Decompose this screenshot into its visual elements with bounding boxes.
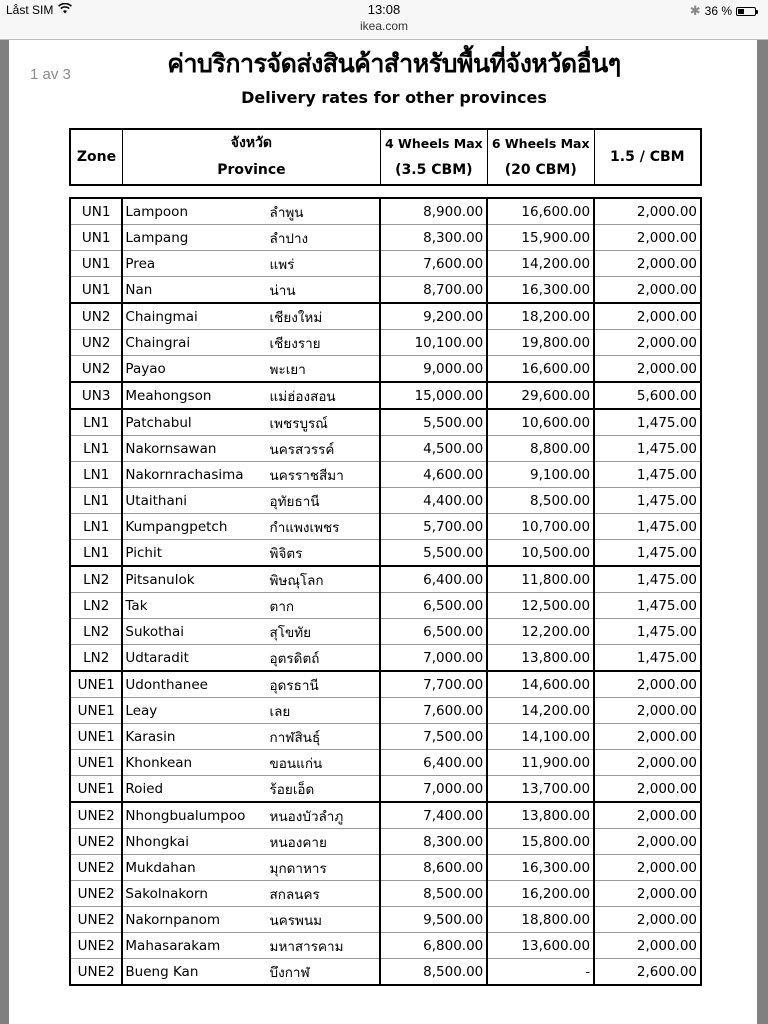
cell-four-wheels: 6,400.00 [380, 566, 487, 593]
cell-province-thai: พิจิตร [267, 540, 381, 567]
table-row [70, 829, 701, 855]
cell-cbm: 1,475.00 [594, 540, 701, 567]
cell-zone: UN2 [70, 330, 122, 356]
cell-cbm: 2,000.00 [594, 933, 701, 959]
cell-four-wheels: 4,400.00 [380, 488, 487, 514]
cell-zone: UN1 [70, 225, 122, 251]
cell-province-english: Patchabul [122, 409, 266, 436]
cell-province-english: Meahongson [122, 382, 266, 409]
cell-province-english: Pichit [122, 540, 266, 567]
cell-six-wheels: 18,800.00 [487, 907, 594, 933]
cell-province-thai: เชียงราย [267, 330, 381, 356]
cell-cbm: 1,475.00 [594, 566, 701, 593]
cell-cbm: 2,000.00 [594, 303, 701, 330]
cell-six-wheels: 15,900.00 [487, 225, 594, 251]
cell-zone: UN2 [70, 356, 122, 383]
table-row [70, 566, 701, 593]
header-four-wheels-line2: (3.5 CBM) [395, 162, 473, 178]
cell-cbm: 2,000.00 [594, 907, 701, 933]
header-cbm: 1.5 / CBM [594, 129, 701, 185]
cell-four-wheels: 15,000.00 [380, 382, 487, 409]
cell-province-thai: นครราชสีมา [267, 462, 381, 488]
cell-province-thai: อุตรดิตถ์ [267, 645, 381, 672]
table-row [70, 698, 701, 724]
cell-four-wheels: 8,500.00 [380, 959, 487, 986]
table-row [70, 382, 701, 409]
table-row [70, 907, 701, 933]
cell-zone: LN1 [70, 409, 122, 436]
cell-six-wheels: 16,600.00 [487, 356, 594, 383]
cell-province-english: Roied [122, 776, 266, 803]
cell-province-english: Leay [122, 698, 266, 724]
clock: 13:08 [367, 2, 401, 17]
cell-six-wheels: 16,300.00 [487, 855, 594, 881]
cell-six-wheels: 19,800.00 [487, 330, 594, 356]
header-zone: Zone [70, 129, 122, 185]
status-center [0, 2, 768, 33]
cell-cbm: 1,475.00 [594, 593, 701, 619]
cell-province-thai: เพชรบูรณ์ [267, 409, 381, 436]
cell-six-wheels: 13,800.00 [487, 802, 594, 829]
rates-table [69, 197, 702, 986]
cell-six-wheels: 12,500.00 [487, 593, 594, 619]
cell-cbm: 2,000.00 [594, 277, 701, 304]
table-row [70, 959, 701, 986]
cell-zone: LN2 [70, 593, 122, 619]
cell-province-english: Nhongkai [122, 829, 266, 855]
cell-six-wheels: 16,300.00 [487, 277, 594, 304]
cell-cbm: 2,000.00 [594, 802, 701, 829]
cell-cbm: 2,000.00 [594, 198, 701, 225]
cell-cbm: 1,475.00 [594, 619, 701, 645]
carrier-label: Låst SIM [6, 3, 54, 17]
cell-province-thai: น่าน [267, 277, 381, 304]
cell-cbm: 2,000.00 [594, 855, 701, 881]
cell-six-wheels: 14,100.00 [487, 724, 594, 750]
cell-province-english: Pitsanulok [122, 566, 266, 593]
cell-province-english: Chaingrai [122, 330, 266, 356]
table-row [70, 488, 701, 514]
cell-province-english: Bueng Kan [122, 959, 266, 986]
cell-cbm: 2,000.00 [594, 881, 701, 907]
cell-six-wheels: 16,600.00 [487, 198, 594, 225]
cell-province-thai: มหาสารคาม [267, 933, 381, 959]
table-row [70, 593, 701, 619]
cell-province-english: Payao [122, 356, 266, 383]
cell-province-thai: บึงกาฬ [267, 959, 381, 986]
cell-zone: UN3 [70, 382, 122, 409]
cell-province-english: Nakornrachasima [122, 462, 266, 488]
cell-cbm: 2,000.00 [594, 750, 701, 776]
cell-four-wheels: 7,400.00 [380, 802, 487, 829]
cell-six-wheels: 10,600.00 [487, 409, 594, 436]
rates-table-header [69, 128, 702, 186]
cell-cbm: 2,000.00 [594, 829, 701, 855]
cell-four-wheels: 6,500.00 [380, 619, 487, 645]
table-row [70, 356, 701, 383]
cell-cbm: 2,000.00 [594, 251, 701, 277]
cell-province-thai: พิษณุโลก [267, 566, 381, 593]
cell-six-wheels: 11,800.00 [487, 566, 594, 593]
cell-four-wheels: 8,700.00 [380, 277, 487, 304]
cell-six-wheels: 18,200.00 [487, 303, 594, 330]
cell-four-wheels: 5,500.00 [380, 540, 487, 567]
cell-six-wheels: 10,700.00 [487, 514, 594, 540]
table-row [70, 776, 701, 803]
cell-province-thai: กำแพงเพชร [267, 514, 381, 540]
cell-four-wheels: 7,600.00 [380, 698, 487, 724]
cell-six-wheels: 10,500.00 [487, 540, 594, 567]
cell-six-wheels: 9,100.00 [487, 462, 594, 488]
cell-province-thai: กาฬสินธุ์ [267, 724, 381, 750]
table-row [70, 724, 701, 750]
cell-four-wheels: 7,700.00 [380, 671, 487, 698]
cell-cbm: 1,475.00 [594, 645, 701, 672]
status-right [690, 3, 756, 19]
table-row [70, 933, 701, 959]
page-indicator: 1 av 3 [30, 66, 71, 83]
cell-province-thai: ลำพูน [267, 198, 381, 225]
cell-province-english: Mukdahan [122, 855, 266, 881]
cell-province-thai: เลย [267, 698, 381, 724]
cell-zone: LN1 [70, 488, 122, 514]
cell-province-thai: พะเยา [267, 356, 381, 383]
cell-province-thai: นครพนม [267, 907, 381, 933]
table-row [70, 802, 701, 829]
cell-zone: UN2 [70, 303, 122, 330]
cell-cbm: 2,000.00 [594, 698, 701, 724]
cell-province-english: Nakornsawan [122, 436, 266, 462]
cell-zone: UNE2 [70, 959, 122, 986]
cell-cbm: 2,000.00 [594, 356, 701, 383]
page-title-thai: ค่าบริการจัดส่งสินค้าสำหรับพื้นที่จังหวัดอื่นๆ [167, 49, 621, 78]
cell-zone: UNE2 [70, 855, 122, 881]
cell-four-wheels: 7,000.00 [380, 776, 487, 803]
cell-cbm: 1,475.00 [594, 514, 701, 540]
cell-cbm: 2,000.00 [594, 225, 701, 251]
cell-zone: UNE1 [70, 750, 122, 776]
cell-six-wheels: 8,500.00 [487, 488, 594, 514]
header-four-wheels-line1: 4 Wheels Max [385, 136, 483, 151]
document-page[interactable] [9, 40, 757, 1024]
cell-province-english: Kumpangpetch [122, 514, 266, 540]
cell-four-wheels: 8,600.00 [380, 855, 487, 881]
cell-province-english: Udtaradit [122, 645, 266, 672]
cell-zone: UNE1 [70, 776, 122, 803]
table-row [70, 540, 701, 567]
cell-cbm: 2,000.00 [594, 671, 701, 698]
table-row [70, 514, 701, 540]
cell-cbm: 1,475.00 [594, 409, 701, 436]
cell-four-wheels: 8,300.00 [380, 225, 487, 251]
cell-province-thai: อุทัยธานี [267, 488, 381, 514]
cell-zone: UNE1 [70, 698, 122, 724]
cell-province-thai: หนองคาย [267, 829, 381, 855]
cell-four-wheels: 7,600.00 [380, 251, 487, 277]
table-row [70, 750, 701, 776]
cell-four-wheels: 8,900.00 [380, 198, 487, 225]
page-title-english: Delivery rates for other provinces [241, 88, 547, 107]
cell-province-english: Khonkean [122, 750, 266, 776]
cell-six-wheels: 11,900.00 [487, 750, 594, 776]
cell-cbm: 1,475.00 [594, 488, 701, 514]
cell-zone: LN1 [70, 462, 122, 488]
header-six-wheels-line2: (20 CBM) [504, 162, 577, 178]
cell-cbm: 1,475.00 [594, 436, 701, 462]
cell-province-thai: อุดรธานี [267, 671, 381, 698]
cell-six-wheels: 13,600.00 [487, 933, 594, 959]
table-row [70, 409, 701, 436]
cell-six-wheels: 13,800.00 [487, 645, 594, 672]
cell-province-english: Sakolnakorn [122, 881, 266, 907]
cell-zone: UNE2 [70, 802, 122, 829]
cell-cbm: 2,000.00 [594, 724, 701, 750]
table-row [70, 855, 701, 881]
header-six-wheels [487, 129, 594, 185]
cell-six-wheels: 12,200.00 [487, 619, 594, 645]
cell-zone: UNE1 [70, 671, 122, 698]
table-row [70, 619, 701, 645]
cell-four-wheels: 9,000.00 [380, 356, 487, 383]
table-row [70, 251, 701, 277]
cell-zone: LN2 [70, 645, 122, 672]
cell-province-english: Tak [122, 593, 266, 619]
cell-province-english: Udonthanee [122, 671, 266, 698]
table-row [70, 645, 701, 672]
cell-four-wheels: 6,500.00 [380, 593, 487, 619]
cell-zone: UNE2 [70, 829, 122, 855]
battery-fill [738, 9, 744, 14]
cell-six-wheels: 16,200.00 [487, 881, 594, 907]
cell-four-wheels: 7,000.00 [380, 645, 487, 672]
header-four-wheels [380, 129, 487, 185]
cell-zone: LN1 [70, 514, 122, 540]
table-row [70, 881, 701, 907]
cell-four-wheels: 8,500.00 [380, 881, 487, 907]
cell-province-thai: เชียงใหม่ [267, 303, 381, 330]
cell-province-thai: หนองบัวลำภู [267, 802, 381, 829]
cell-province-thai: ร้อยเอ็ด [267, 776, 381, 803]
cell-province-english: Lampang [122, 225, 266, 251]
cell-province-english: Nan [122, 277, 266, 304]
cell-cbm: 5,600.00 [594, 382, 701, 409]
cell-zone: LN2 [70, 619, 122, 645]
cell-province-english: Karasin [122, 724, 266, 750]
cell-four-wheels: 10,100.00 [380, 330, 487, 356]
cell-province-thai: แม่ฮ่องสอน [267, 382, 381, 409]
cell-province-english: Prea [122, 251, 266, 277]
cell-province-thai: สกลนคร [267, 881, 381, 907]
cell-four-wheels: 9,500.00 [380, 907, 487, 933]
cell-zone: UNE2 [70, 907, 122, 933]
url-label[interactable]: ikea.com [359, 19, 409, 33]
battery-percent: 36 % [704, 4, 732, 18]
cell-zone: UN1 [70, 251, 122, 277]
cell-province-english: Nhongbualumpoo [122, 802, 266, 829]
cell-four-wheels: 9,200.00 [380, 303, 487, 330]
cell-four-wheels: 6,400.00 [380, 750, 487, 776]
table-row [70, 277, 701, 304]
header-province-english: Province [217, 162, 286, 178]
cell-cbm: 2,000.00 [594, 330, 701, 356]
cell-six-wheels: 29,600.00 [487, 382, 594, 409]
status-bar [0, 0, 768, 40]
cell-six-wheels: 15,800.00 [487, 829, 594, 855]
cell-six-wheels: 14,200.00 [487, 698, 594, 724]
table-row [70, 330, 701, 356]
cell-six-wheels: 8,800.00 [487, 436, 594, 462]
cell-province-english: Nakornpanom [122, 907, 266, 933]
cell-four-wheels: 7,500.00 [380, 724, 487, 750]
cell-zone: UNE2 [70, 933, 122, 959]
bluetooth-icon: ✱ [689, 3, 701, 18]
cell-four-wheels: 4,600.00 [380, 462, 487, 488]
cell-province-english: Lampoon [122, 198, 266, 225]
cell-four-wheels: 5,700.00 [380, 514, 487, 540]
cell-cbm: 2,000.00 [594, 776, 701, 803]
table-row [70, 671, 701, 698]
cell-province-thai: นครสวรรค์ [267, 436, 381, 462]
header-province [122, 129, 380, 185]
cell-province-english: Utaithani [122, 488, 266, 514]
cell-zone: LN1 [70, 540, 122, 567]
table-row [70, 462, 701, 488]
cell-province-english: Sukothai [122, 619, 266, 645]
battery-icon [736, 7, 756, 16]
cell-province-english: Mahasarakam [122, 933, 266, 959]
cell-zone: LN1 [70, 436, 122, 462]
header-six-wheels-line1: 6 Wheels Max [491, 136, 590, 151]
cell-four-wheels: 4,500.00 [380, 436, 487, 462]
cell-province-thai: แพร่ [267, 251, 381, 277]
table-row [70, 303, 701, 330]
table-row [70, 198, 701, 225]
cell-four-wheels: 5,500.00 [380, 409, 487, 436]
cell-province-english: Chaingmai [122, 303, 266, 330]
cell-zone: UNE1 [70, 724, 122, 750]
cell-province-thai: ลำปาง [267, 225, 381, 251]
cell-four-wheels: 8,300.00 [380, 829, 487, 855]
cell-zone: UN1 [70, 198, 122, 225]
cell-zone: LN2 [70, 566, 122, 593]
cell-zone: UN1 [70, 277, 122, 304]
cell-six-wheels: 14,600.00 [487, 671, 594, 698]
table-row [70, 436, 701, 462]
table-row [70, 225, 701, 251]
cell-four-wheels: 6,800.00 [380, 933, 487, 959]
cell-six-wheels: - [487, 959, 594, 986]
cell-six-wheels: 13,700.00 [487, 776, 594, 803]
cell-zone: UNE2 [70, 881, 122, 907]
cell-province-thai: มุกดาหาร [267, 855, 381, 881]
cell-province-thai: ตาก [267, 593, 381, 619]
cell-province-thai: ขอนแก่น [267, 750, 381, 776]
header-province-thai: จังหวัด [230, 135, 273, 151]
cell-province-thai: สุโขทัย [267, 619, 381, 645]
cell-six-wheels: 14,200.00 [487, 251, 594, 277]
cell-cbm: 2,600.00 [594, 959, 701, 986]
rates-table-body [70, 198, 701, 985]
cell-cbm: 1,475.00 [594, 462, 701, 488]
